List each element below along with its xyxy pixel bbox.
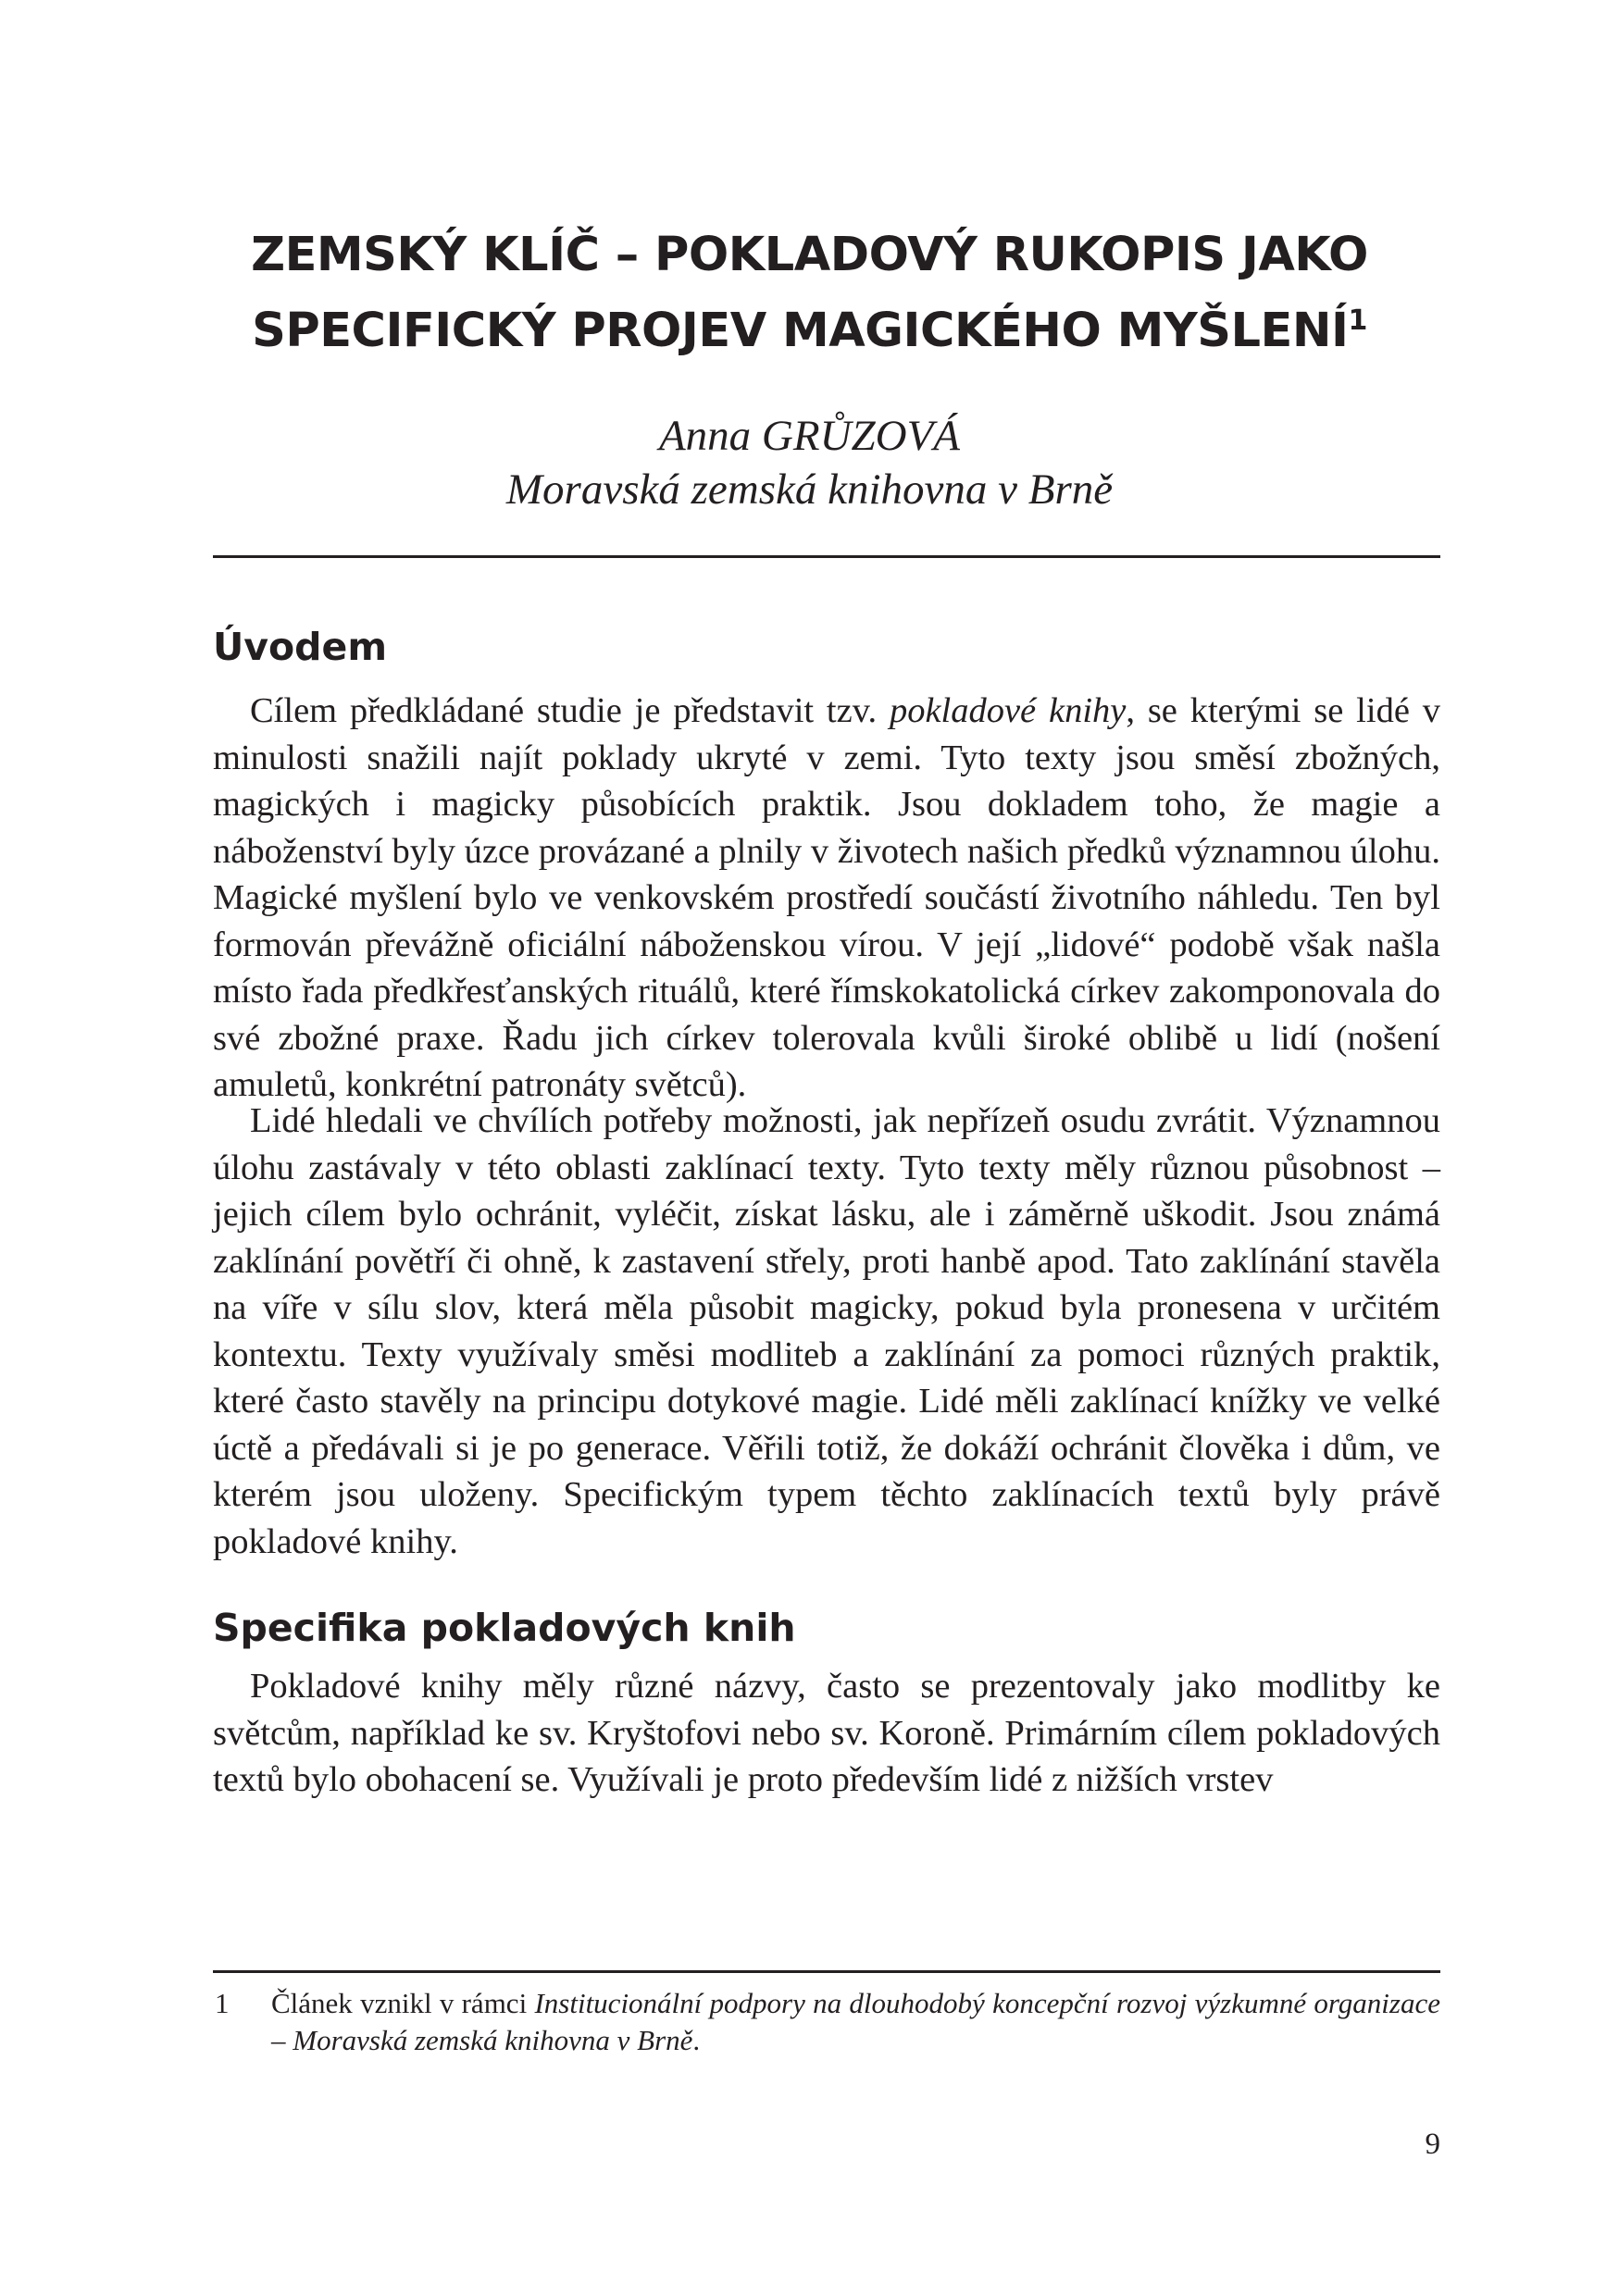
page-number: 9	[1425, 2128, 1440, 2161]
footnote-text	[271, 1985, 1440, 2059]
article-title-text: ZEMSKÝ KLÍČ – POKLADOVÝ RUKOPIS JAKO SPECIFICKÝ PROJEV MAGICKÉHO MYŠLENÍ	[251, 228, 1368, 358]
paragraph: Lidé hledali ve chvílích potřeby možnosti, jak nepřízeň osudu zvrátit. Významnou úlohu zastávaly v této oblasti zaklínací texty. Tyto texty měly různou působnost – jejich cílem bylo ochránit, vyléčit, získat lásku, ale i záměrně uškodit. Jsou známá zaklínání povětří či ohně, k zastavení střely, proti hanbě apod. Tato zaklínání stavěla na víře v sílu slov, která měla působit magicky, pokud byla pronesena v určitém kontextu. Texty využívaly směsi modliteb a zaklínání za pomoci různých praktik, které často stavěly na principu dotykové magie. Lidé měli zaklínací knížky ve velké úctě a předávali si je po generace. Věřili totiž, že dokáží ochránit člověka i dům, ve kterém jsou uloženy. Specifickým typem těchto zaklínacích textů byly právě pokladové knihy.	[213, 1101, 1440, 1561]
paragraph-emphasis: pokladové knihy	[889, 691, 1127, 730]
paragraph: Pokladové knihy měly různé názvy, často se prezentovaly jako modlitby ke světcům, například ke sv. Kryštofovi nebo sv. Koroně. Primárním cílem pokladových textů bylo obohacení se. Využívali je proto především lidé z nižších vrstev	[213, 1667, 1440, 1799]
author-affiliation: Moravská zemská knihovna v Brně	[505, 465, 1114, 514]
paragraph	[213, 688, 1440, 1109]
footnote	[213, 1985, 1440, 2059]
title-divider	[213, 555, 1440, 558]
footnote-number: 1	[215, 1987, 230, 2019]
footnote-divider	[213, 1970, 1440, 1973]
section-heading-specifics: Specifika pokladových knih	[213, 1606, 796, 1650]
author-name: Anna GRŮZOVÁ	[658, 412, 961, 460]
paragraph-text: , se kterými se lidé v minulosti snažili najít poklady ukryté v zemi. Tyto texty jsou směsí zbožných, magických i magicky působících praktik. Jsou dokladem toho, že magie a náboženství byly úzce provázané a plnily v životech našich předků významnou úlohu. Magické myšlení bylo ve venkovském prostředí součástí životního náhledu. Ten byl formován převážně oficiální náboženskou vírou. V její „lidové“ podobě však našla místo řada předkřesťanských rituálů, které římskokatolická církev zakomponovala do své zbožné praxe. Řadu jich církev tolerovala kvůli široké oblibě u lidí (nošení amuletů, konkrétní patronáty světců).	[213, 691, 1440, 1104]
footnote-emphasis: Institucionální podpory na dlouhodobý koncepční rozvoj výzkumné organizace – Moravská zemská knihovna v Brně	[271, 1987, 1440, 2056]
footnote-text-plain: .	[692, 2024, 701, 2056]
paragraph-text: Cílem předkládané studie je představit tzv.	[250, 691, 890, 730]
title-footnote-marker: 1	[1348, 304, 1367, 337]
footnote-text-plain: Článek vznikl v rámci	[271, 1987, 535, 2019]
article-title	[213, 217, 1406, 369]
section-heading-intro: Úvodem	[213, 625, 388, 669]
